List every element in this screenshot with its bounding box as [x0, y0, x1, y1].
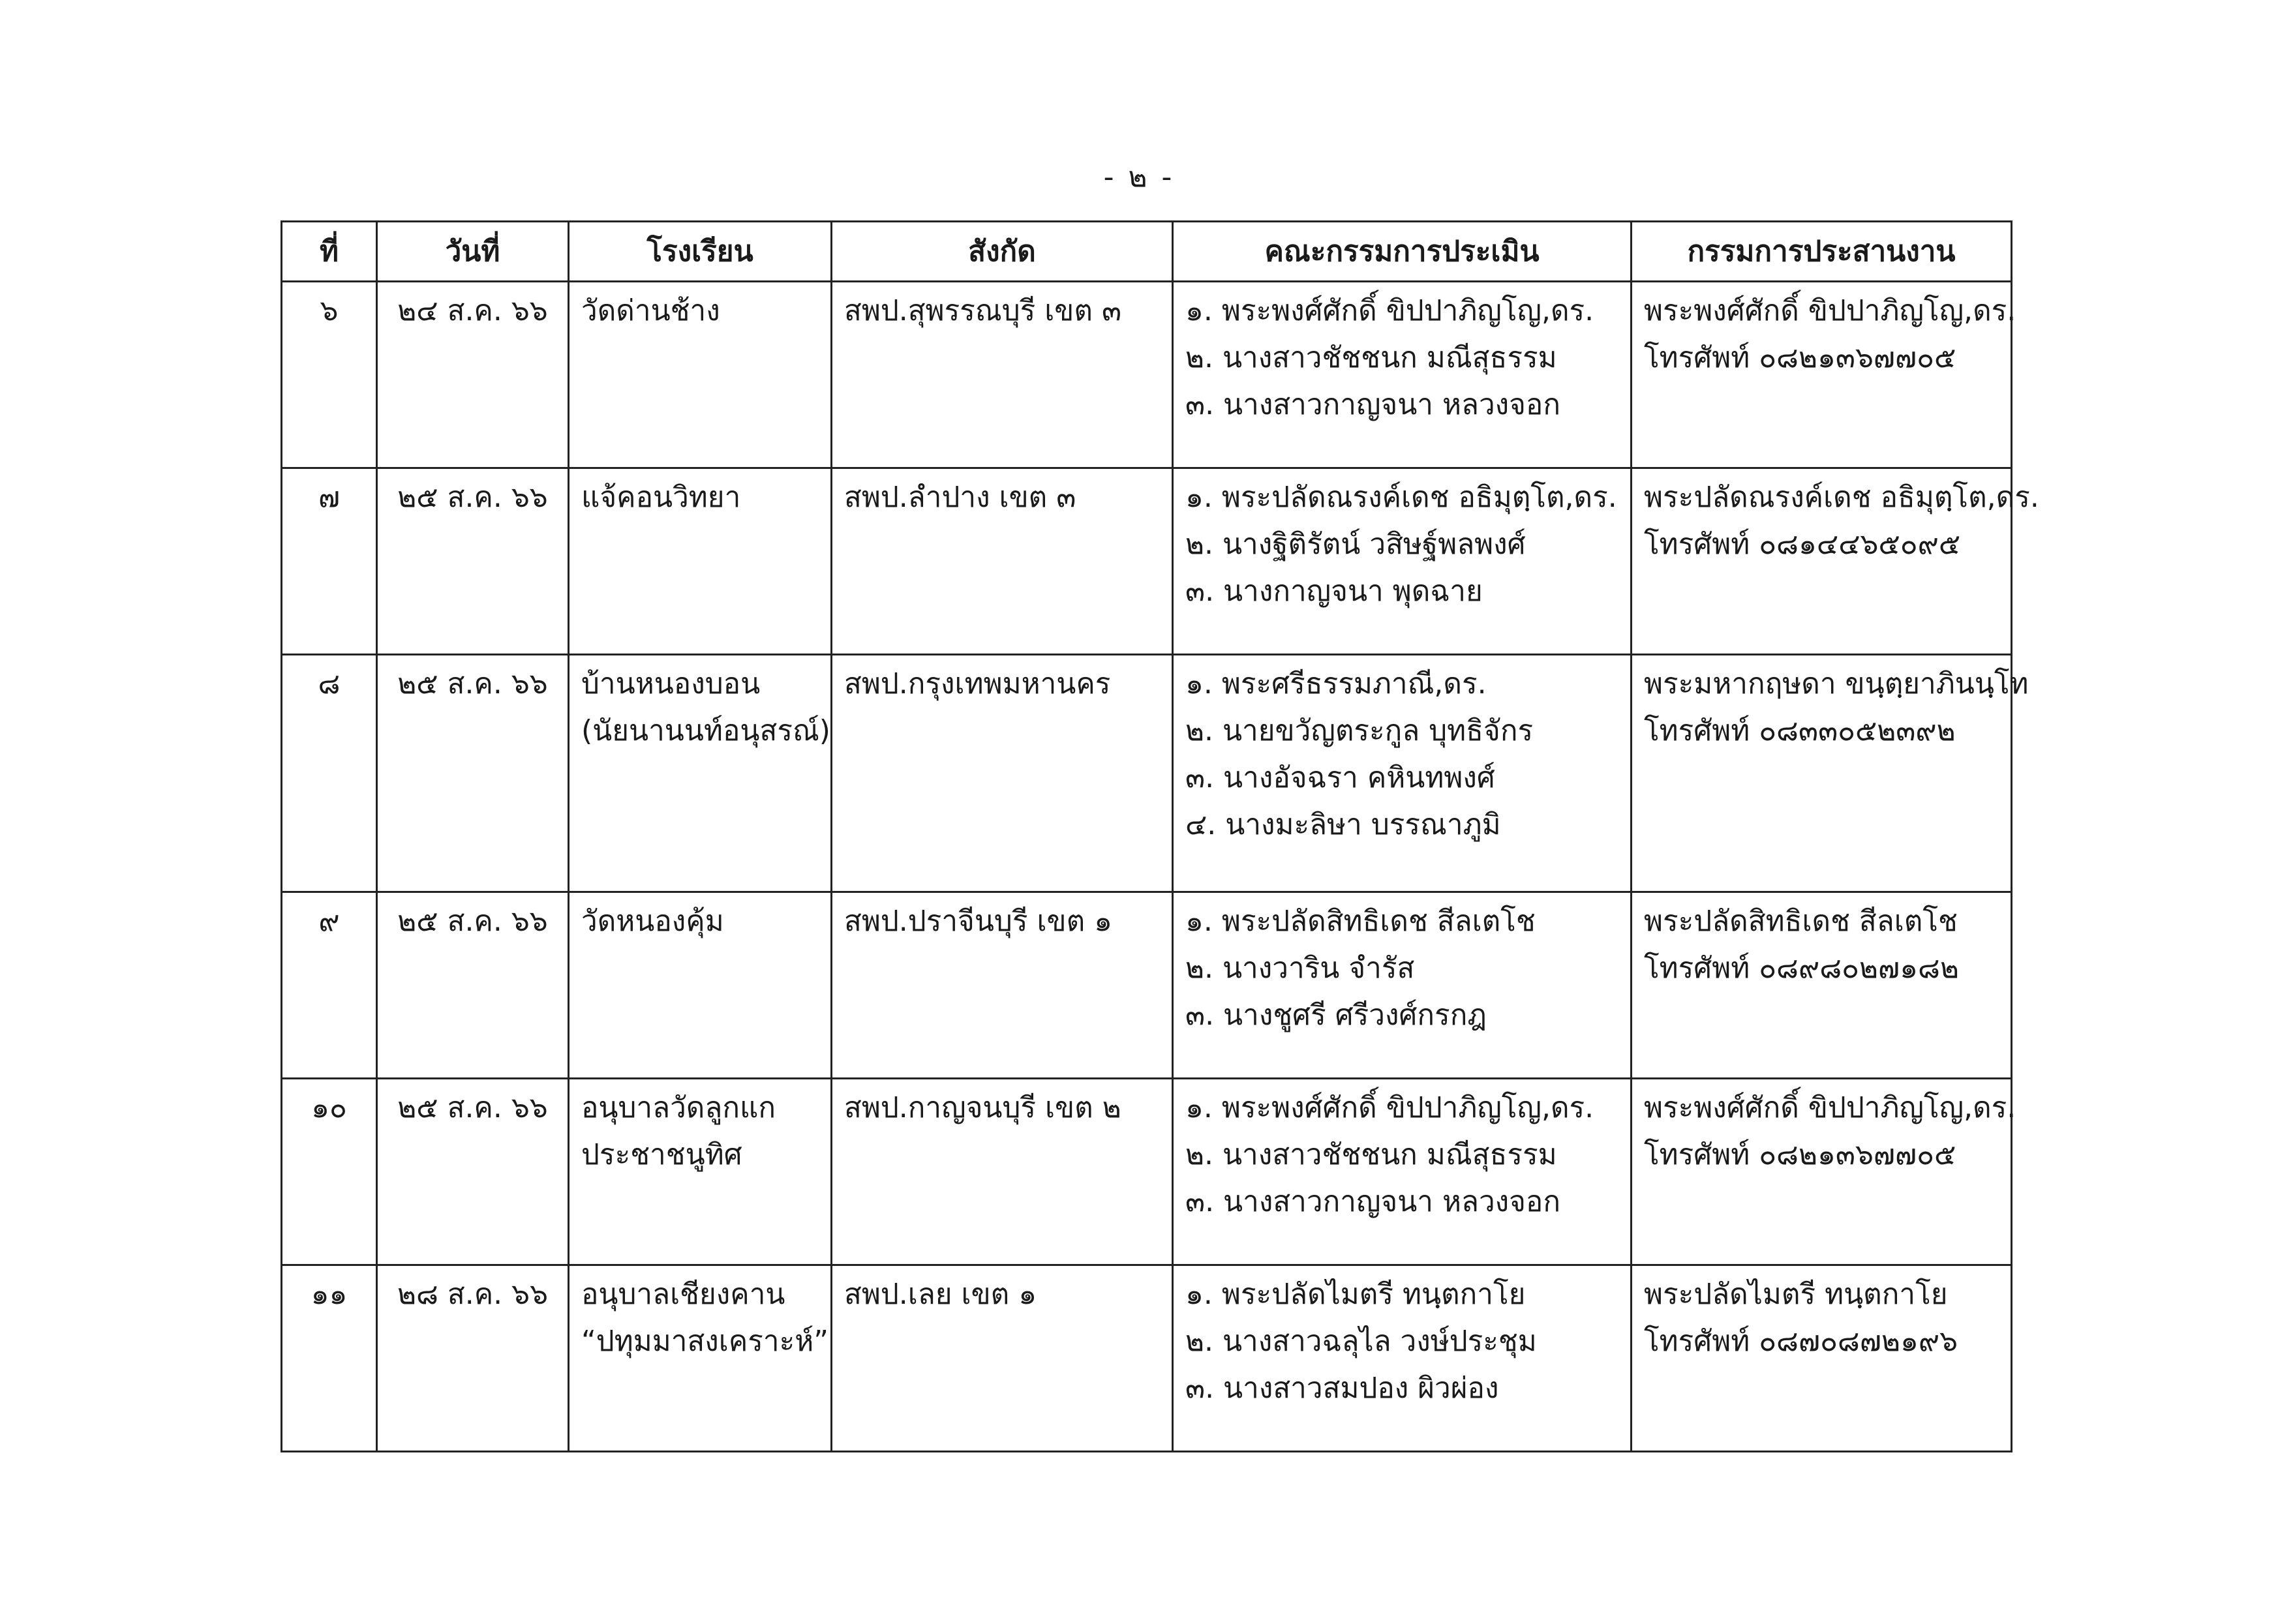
- cell-coordinator: [1632, 1079, 2016, 1265]
- cell-affiliation: สพป.เลย เขต ๑: [832, 1265, 1173, 1452]
- committee-member: ๒. นางฐิติรัตน์ วสิษฐ์พลพงศ์: [1185, 528, 1526, 561]
- coordinator-phone: โทรศัพท์ ๐๘๒๑๓๖๗๗๐๕: [1644, 1138, 1956, 1171]
- cell-committee: [1173, 468, 1632, 655]
- cell-no: ๑๐: [282, 1079, 377, 1265]
- coordinator-name: พระพงศ์ศักดิ์ ขิปปาภิญโญ,ดร.: [1644, 294, 2016, 327]
- cell-affiliation: สพป.กรุงเทพมหานคร: [832, 655, 1173, 892]
- committee-member: ๒. นางสาวชัชชนก มณีสุธรรม: [1185, 1138, 1557, 1171]
- committee-member: ๑. พระปลัดณรงค์เดช อธิมุตฺโต,ดร.: [1185, 481, 1617, 514]
- school-name-line: อนุบาลเชียงคาน: [581, 1278, 785, 1311]
- header-no: ที่: [282, 222, 377, 282]
- cell-coordinator: [1632, 1265, 2012, 1452]
- header-date: วันที่: [377, 222, 569, 282]
- committee-member: ๔. นางมะลิษา บรรณาภูมิ: [1185, 808, 1501, 841]
- page-number: - ๒ -: [1103, 160, 1175, 194]
- committee-member: ๑. พระพงศ์ศักดิ์ ขิปปาภิญโญ,ดร.: [1185, 1091, 1594, 1124]
- committee-member: ๒. นางสาวชัชชนก มณีสุธรรม: [1185, 341, 1557, 374]
- cell-affiliation: สพป.กาญจนบุรี เขต ๒: [832, 1079, 1173, 1265]
- committee-member: ๓. นางสาวสมปอง ผิวผ่อง: [1185, 1372, 1499, 1405]
- school-name-line: อนุบาลวัดลูกแก: [581, 1091, 776, 1124]
- cell-no: ๘: [282, 655, 377, 892]
- committee-member: ๓. นางอัจฉรา คหินทพงศ์: [1185, 761, 1495, 794]
- committee-member: ๒. นายขวัญตระกูล บุทธิจักร: [1185, 714, 1534, 747]
- coordinator-name: พระปลัดไมตรี ทนฺตกาโย: [1644, 1278, 1948, 1311]
- cell-date: ๒๕ ส.ค. ๖๖: [377, 1079, 569, 1265]
- school-name-line: วัดหนองคุ้ม: [581, 905, 724, 938]
- committee-member: ๓. นางชูศรี ศรีวงศ์กรกฎ: [1185, 999, 1487, 1032]
- table-row: [282, 1265, 2012, 1452]
- evaluation-schedule-table: [281, 220, 2039, 1452]
- cell-coordinator: [1632, 282, 2016, 468]
- table-row: [282, 892, 2012, 1079]
- cell-date: ๒๕ ส.ค. ๖๖: [377, 892, 569, 1079]
- cell-no: ๗: [282, 468, 377, 655]
- coordinator-phone: โทรศัพท์ ๐๘๒๑๓๖๗๗๐๕: [1644, 341, 1956, 374]
- cell-school: [569, 1079, 832, 1265]
- coordinator-name: พระมหากฤษดา ขนฺตฺยาภินนฺโท: [1644, 667, 2029, 700]
- school-name-line: วัดด่านช้าง: [581, 294, 720, 327]
- header-coordinator: กรรมการประสานงาน: [1632, 222, 2012, 282]
- cell-coordinator: [1632, 468, 2039, 655]
- committee-member: ๑. พระศรีธรรมภาณี,ดร.: [1185, 667, 1487, 700]
- school-name-line: (นัยนานนท์อนุสรณ์): [581, 714, 830, 747]
- cell-school: [569, 1265, 832, 1452]
- cell-committee: [1173, 892, 1632, 1079]
- coordinator-phone: โทรศัพท์ ๐๘๙๘๐๒๗๑๘๒: [1644, 952, 1959, 985]
- cell-committee: [1173, 282, 1632, 468]
- cell-committee: [1173, 655, 1632, 892]
- committee-member: ๑. พระปลัดสิทธิเดช สีลเตโช: [1185, 905, 1536, 938]
- cell-school: [569, 282, 832, 468]
- coordinator-name: พระปลัดสิทธิเดช สีลเตโช: [1644, 905, 1958, 938]
- cell-affiliation: สพป.ลำปาง เขต ๓: [832, 468, 1173, 655]
- cell-date: ๒๘ ส.ค. ๖๖: [377, 1265, 569, 1452]
- committee-member: ๓. นางกาญจนา พุดฉาย: [1185, 575, 1483, 608]
- school-name-line: ประชาชนูทิศ: [581, 1138, 742, 1171]
- cell-no: ๑๑: [282, 1265, 377, 1452]
- committee-member: ๒. นางสาวฉลุไล วงษ์ประชุม: [1185, 1325, 1537, 1358]
- cell-school: [569, 892, 832, 1079]
- cell-no: ๖: [282, 282, 377, 468]
- committee-member: ๓. นางสาวกาญจนา หลวงจอก: [1185, 1185, 1560, 1218]
- header-school: โรงเรียน: [569, 222, 832, 282]
- header-affiliation: สังกัด: [832, 222, 1173, 282]
- committee-member: ๒. นางวาริน จำรัส: [1185, 952, 1415, 985]
- cell-committee: [1173, 1079, 1632, 1265]
- cell-committee: [1173, 1265, 1632, 1452]
- cell-no: ๙: [282, 892, 377, 1079]
- table-row: [282, 1079, 2012, 1265]
- committee-member: ๑. พระพงศ์ศักดิ์ ขิปปาภิญโญ,ดร.: [1185, 294, 1594, 327]
- cell-date: ๒๔ ส.ค. ๖๖: [377, 282, 569, 468]
- table-header-row: [282, 222, 2012, 282]
- cell-date: ๒๕ ส.ค. ๖๖: [377, 468, 569, 655]
- coordinator-phone: โทรศัพท์ ๐๘๓๓๐๕๒๓๙๒: [1644, 714, 1956, 747]
- cell-date: ๒๕ ส.ค. ๖๖: [377, 655, 569, 892]
- cell-affiliation: สพป.ปราจีนบุรี เขต ๑: [832, 892, 1173, 1079]
- school-name-line: แจ้คอนวิทยา: [581, 481, 741, 514]
- coordinator-name: พระพงศ์ศักดิ์ ขิปปาภิญโญ,ดร.: [1644, 1091, 2016, 1124]
- cell-affiliation: สพป.สุพรรณบุรี เขต ๓: [832, 282, 1173, 468]
- school-name-line: บ้านหนองบอน: [581, 667, 761, 700]
- committee-member: ๓. นางสาวกาญจนา หลวงจอก: [1185, 388, 1560, 421]
- table-row: [282, 655, 2012, 892]
- coordinator-name: พระปลัดณรงค์เดช อธิมุตฺโต,ดร.: [1644, 481, 2039, 514]
- table-row: [282, 468, 2012, 655]
- coordinator-phone: โทรศัพท์ ๐๘๗๐๘๗๒๑๙๖: [1644, 1325, 1958, 1358]
- cell-school: [569, 468, 832, 655]
- coordinator-phone: โทรศัพท์ ๐๘๑๔๔๖๕๐๙๕: [1644, 528, 1961, 561]
- cell-school: [569, 655, 832, 892]
- header-committee: คณะกรรมการประเมิน: [1173, 222, 1632, 282]
- cell-coordinator: [1632, 655, 2029, 892]
- school-name-line: “ปทุมมาสงเคราะห์”: [581, 1325, 829, 1358]
- table-row: [282, 282, 2012, 468]
- committee-member: ๑. พระปลัดไมตรี ทนฺตกาโย: [1185, 1278, 1526, 1311]
- cell-coordinator: [1632, 892, 2012, 1079]
